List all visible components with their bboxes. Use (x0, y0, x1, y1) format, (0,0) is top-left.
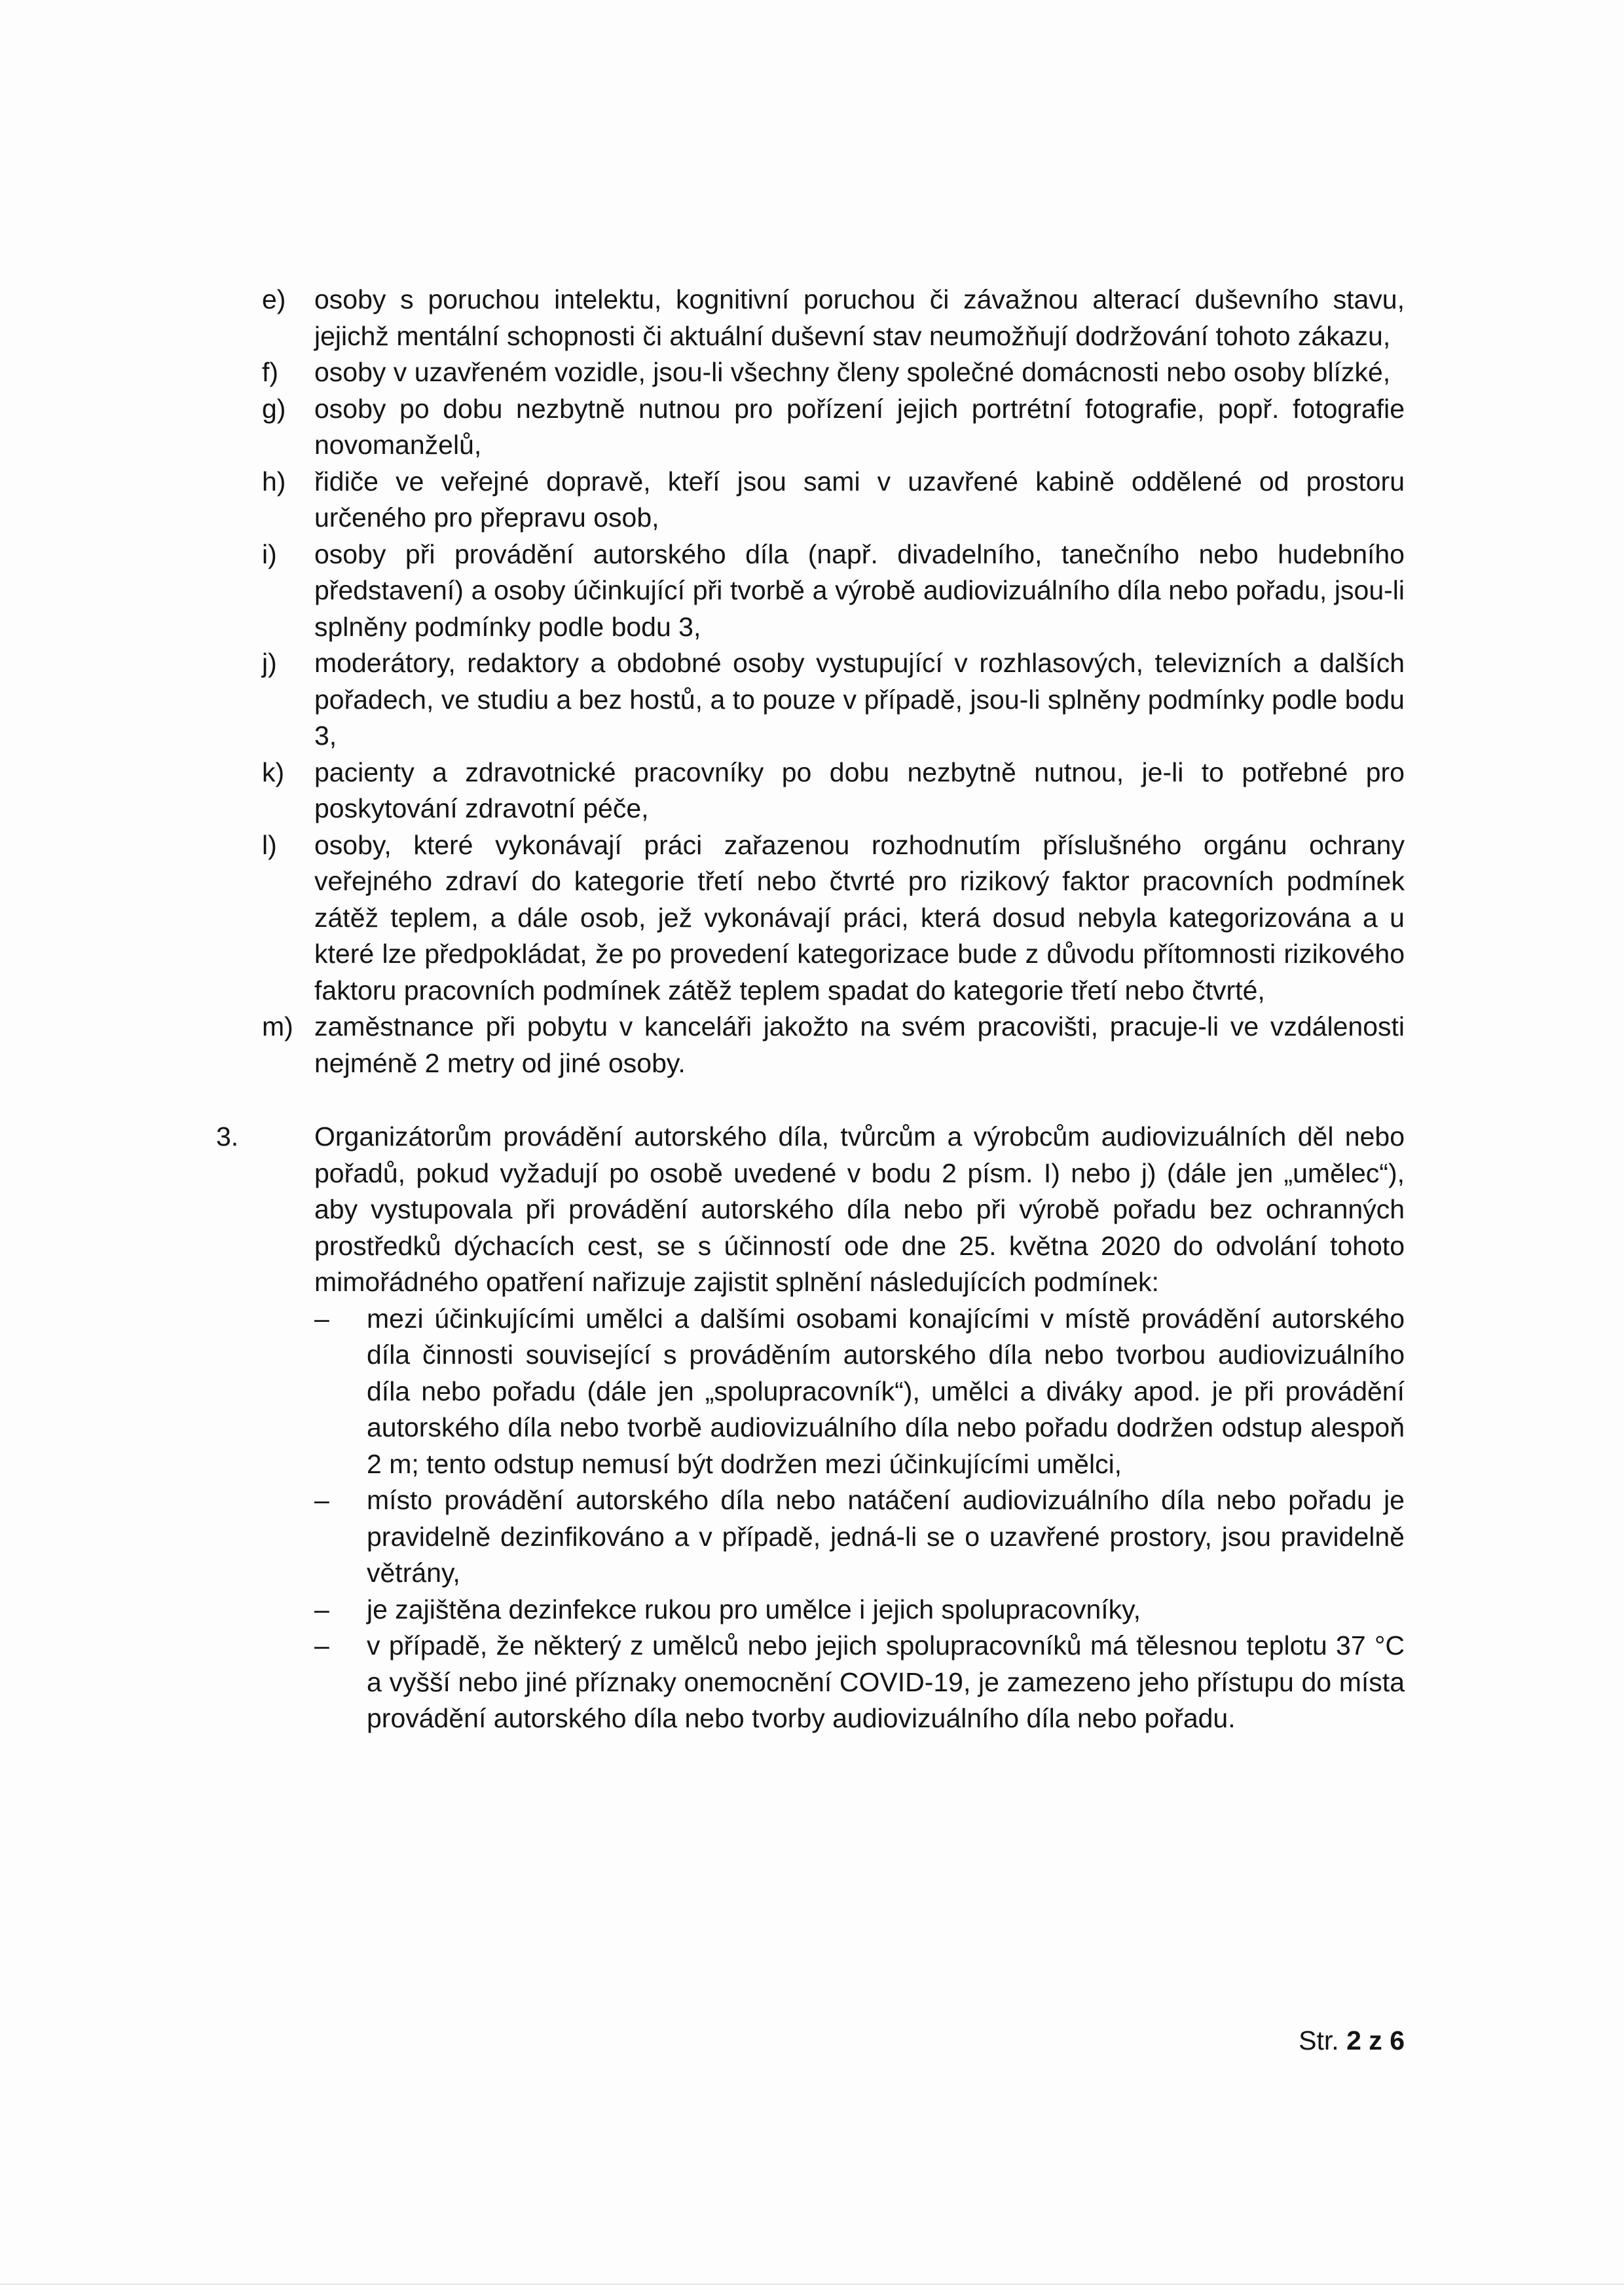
list-item-g (262, 391, 1405, 464)
section-3 (216, 1119, 1405, 1737)
list-item-f (262, 354, 1405, 391)
item-text: řidiče ve veřejné dopravě, kteří jsou sami v uzavřené kabině oddělené od prostoru určeného pro přepravu osob, (314, 466, 1405, 533)
item-marker: g) (262, 393, 286, 424)
item-marker: e) (262, 284, 286, 314)
list-item-m (262, 1009, 1405, 1081)
page-of: z (1369, 2025, 1382, 2055)
condition-item (314, 1301, 1405, 1483)
list-item-e (262, 282, 1405, 354)
item-text: zaměstnance při pobytu v kanceláři jakožto na svém pracovišti, pracuje-li ve vzdálenosti nejméně 2 metry od jiné osoby. (314, 1011, 1405, 1078)
item-marker: k) (262, 757, 285, 787)
page-number (1299, 2024, 1405, 2057)
item-marker: m) (262, 1011, 293, 1042)
condition-text: mezi účinkujícími umělci a dalšími osobami konajícími v místě provádění autorského díla činnosti související s prováděním autorského díla nebo tvorbou audiovizuálního díla nebo pořadu (dále jen „spolupracovník“), umělci a diváky apod. je při provádění autorského díla nebo tvorbě audiovizuálního díla nebo pořadu dodržen odstup alespoň 2 m; tento odstup nemusí být dodržen mezi účinkujícími umělci, (367, 1303, 1405, 1479)
item-marker: i) (262, 538, 277, 569)
item-text: osoby při provádění autorského díla (např. divadelního, tanečního nebo hudebního představení) a osoby účinkující při tvorbě a výrobě audiovizuálního díla nebo pořadu, jsou-li splněny podmínky podle bodu 3, (314, 538, 1405, 642)
condition-text: je zajištěna dezinfekce rukou pro umělce i jejich spolupracovníky, (367, 1594, 1141, 1624)
item-text: pacienty a zdravotnické pracovníky po dobu nezbytně nutnou, je-li to potřebné pro poskytování zdravotní péče, (314, 757, 1405, 823)
item-text: osoby, které vykonávají práci zařazenou rozhodnutím příslušného orgánu ochrany veřejného zdraví do kategorie třetí nebo čtvrté pro rizikový faktor pracovních podmínek zátěž teplem, a dále osob, jež vykonávají práci, která dosud nebyla kategorizována a u které lze předpokládat, že po provedení kategorizace bude z důvodu přítomnosti rizikového faktoru pracovních podmínek zátěž teplem spadat do kategorie třetí nebo čtvrté, (314, 829, 1405, 1005)
dash-bullet: – (314, 1485, 329, 1515)
list-item-k (262, 755, 1405, 827)
item-marker: j) (262, 648, 277, 678)
list-item-i (262, 536, 1405, 646)
list-item-j (262, 645, 1405, 755)
section-intro: Organizátorům provádění autorského díla, tvůrcům a výrobcům audiovizuálních děl nebo pořadů, pokud vyžadují po osobě uvedené v bodu 2 písm. I) nebo j) (dále jen „umělec“), aby vystupovala při provádění autorského díla nebo při výrobě pořadu bez ochranných prostředků dýchacích cest, se s účinností ode dne 25. května 2020 do odvolání tohoto mimořádného opatření nařizuje zajistit splnění následujících podmínek: (314, 1121, 1405, 1297)
item-text: moderátory, redaktory a obdobné osoby vystupující v rozhlasových, televizních a dalších pořadech, ve studiu a bez hostů, a to pouze v případě, jsou-li splněny podmínky podle bodu 3, (314, 648, 1405, 751)
dash-bullet: – (314, 1594, 329, 1624)
current-page: 2 (1346, 2025, 1361, 2055)
item-text: osoby s poruchou intelektu, kognitivní poruchou či závažnou alterací duševního stavu, jejichž mentální schopnosti či aktuální duševní stav neumožňují dodržování tohoto zákazu, (314, 284, 1405, 351)
total-pages: 6 (1390, 2025, 1405, 2055)
scan-edge-divider (0, 2283, 1624, 2285)
item-text: osoby v uzavřeném vozidle, jsou-li všechny členy společné domácnosti nebo osoby blízké, (314, 357, 1391, 387)
letter-list (262, 282, 1405, 1081)
item-marker: l) (262, 829, 277, 860)
condition-item (314, 1482, 1405, 1592)
item-text: osoby po dobu nezbytně nutnou pro pořízení jejich portrétní fotografie, popř. fotografie novomanželů, (314, 393, 1405, 460)
item-marker: f) (262, 357, 279, 387)
section-number: 3. (216, 1121, 239, 1152)
page-prefix: Str. (1299, 2025, 1339, 2055)
condition-item (314, 1592, 1405, 1628)
condition-text: v případě, že některý z umělců nebo jejich spolupracovníků má tělesnou teplotu 37 °C a vyšší nebo jiné příznaky onemocnění COVID-19, je zamezeno jeho přístupu do místa provádění autorského díla nebo tvorby audiovizuálního díla nebo pořadu. (367, 1630, 1405, 1733)
dash-bullet: – (314, 1630, 329, 1661)
item-marker: h) (262, 466, 286, 497)
list-item-h (262, 464, 1405, 536)
condition-item (314, 1628, 1405, 1737)
conditions-list (314, 1301, 1405, 1737)
document-body (216, 282, 1405, 1737)
condition-text: místo provádění autorského díla nebo natáčení audiovizuálního díla nebo pořadu je pravidelně dezinfikováno a v případě, jedná-li se o uzavřené prostory, jsou pravidelně větrány, (367, 1485, 1405, 1588)
dash-bullet: – (314, 1303, 329, 1334)
list-item-l (262, 827, 1405, 1009)
